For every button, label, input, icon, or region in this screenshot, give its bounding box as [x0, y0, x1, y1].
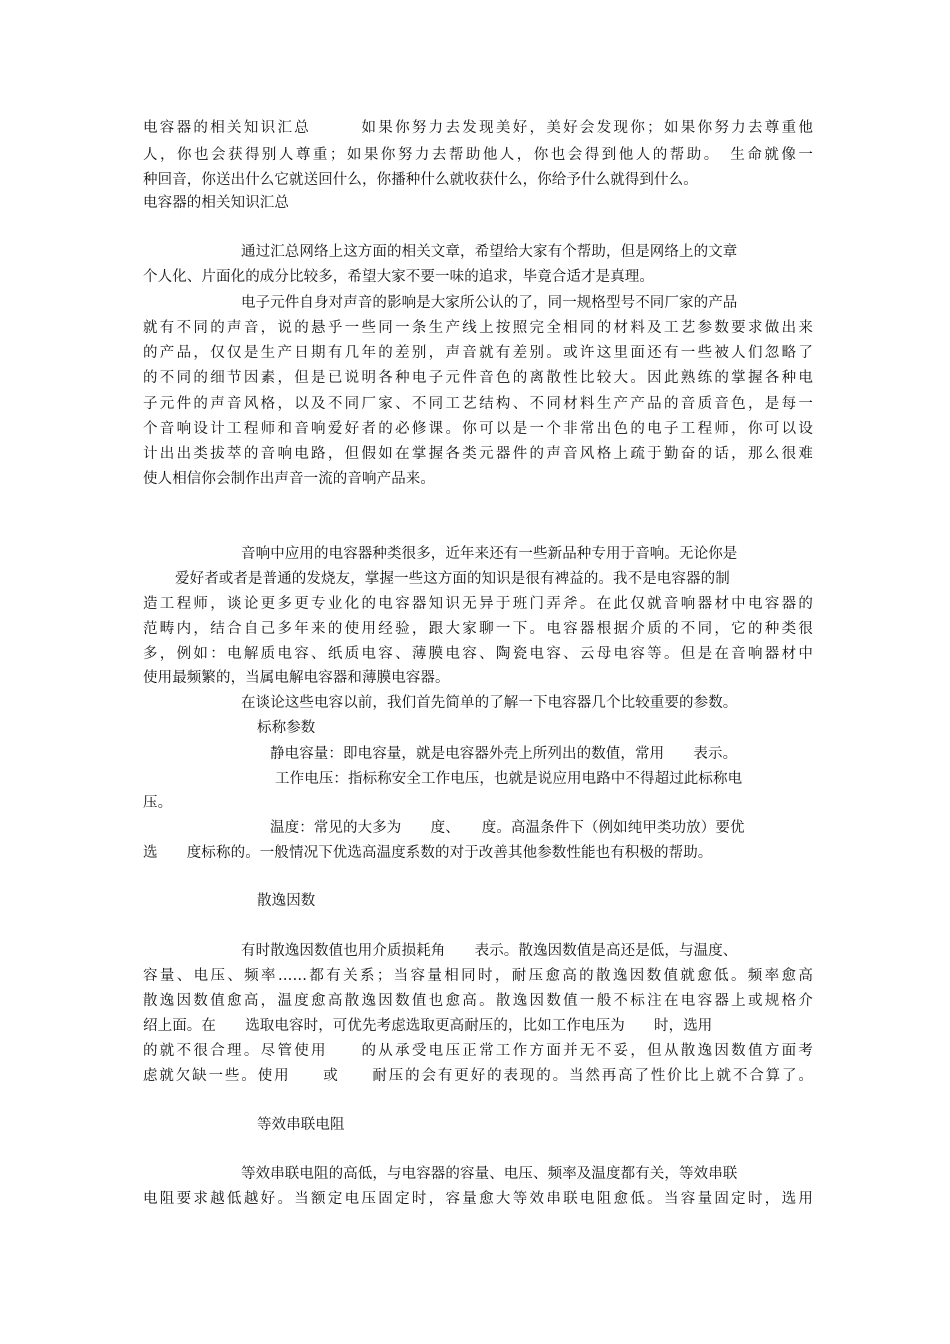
section-title: 电容器的相关知识汇总 — [143, 195, 289, 211]
text-line: 电阻要求越低越好。当额定电压固定时，容量愈大等效串联电阻愈低。当容量固定时，选用 — [143, 1191, 813, 1207]
text-line: 通过汇总网络上这方面的相关文章，希望给大家有个帮助，但是网络上的文章 — [241, 244, 738, 260]
text-line: 个人化、片面化的成分比较多，希望大家不要一味的追求，毕竟合适才是真理。 — [143, 269, 654, 285]
text-line: 有时散逸因数值也用介质损耗角 表示。散逸因数值是高还是低，与温度、 — [241, 943, 738, 959]
text-line: 电容器的相关知识汇总 如果你努力去发现美好，美好会发现你；如果你努力去尊重他 — [143, 120, 813, 136]
text-line: 在谈论这些电容以前，我们首先简单的了解一下电容器几个比较重要的参数。 — [241, 695, 738, 711]
text-line: 温度：常见的大多为 度、 度。高温条件下（例如纯甲类功放）要优 — [270, 820, 745, 836]
text-line: 选 度标称的。一般情况下优选高温度系数的对于改善其他参数性能也有积极的帮助。 — [143, 845, 713, 861]
text-line: 的产品，仅仅是生产日期有几年的差别，声音就有差别。或许这里面还有一些被人们忽略了 — [143, 345, 813, 361]
text-line: 子元件的声音风格，以及不同厂家、不同工艺结构、不同材料生产产品的音质音色，是每一 — [143, 396, 813, 412]
text-line: 计出出类拔萃的音响电路，但假如在掌握各类元器件的声音风格上疏于勤奋的话，那么很难 — [143, 446, 813, 462]
text-line: 爱好者或者是普通的发烧友，掌握一些这方面的知识是很有裨益的。我不是电容器的制 — [175, 571, 730, 587]
text-line: 范畴内，结合自己多年来的使用经验，跟大家聊一下。电容器根据介质的不同，它的种类很 — [143, 621, 813, 637]
subheading: 标称参数 — [257, 720, 316, 736]
text-line: 静电容量：即电容量，就是电容器外壳上所列出的数值，常用 表示。 — [270, 746, 738, 762]
text-line: 个音响设计工程师和音响爱好者的必修课。你可以是一个非常出色的电子工程师，你可以设 — [143, 421, 813, 437]
text-line: 使用最频繁的，当属电解电容器和薄膜电容器。 — [143, 670, 450, 686]
text-line: 造工程师，谈论更多更专业化的电容器知识无异于班门弄斧。在此仅就音响器材中电容器的 — [143, 596, 813, 612]
text-line: 等效串联电阻的高低，与电容器的容量、电压、频率及温度都有关，等效串联 — [241, 1166, 738, 1182]
text-line: 人，你也会获得别人尊重；如果你努力去帮助他人，你也会得到他人的帮助。 生命就像一 — [143, 147, 813, 163]
text-line: 散逸因数值愈高，温度愈高散逸因数值也愈高。散逸因数值一般不标注在电容器上或规格介 — [143, 993, 813, 1009]
text-line: 就有不同的声音，说的悬乎一些同一条生产线上按照完全相同的材料及工艺参数要求做出来 — [143, 320, 813, 336]
text-line: 音响中应用的电容器种类很多，近年来还有一些新品种专用于音响。无论你是 — [241, 546, 738, 562]
text-line: 虑就欠缺一些。使用 或 耐压的会有更好的表现的。当然再高了性价比上就不合算了。 — [143, 1068, 813, 1084]
text-line: 电子元件自身对声音的影响是大家所公认的了，同一规格型号不同厂家的产品 — [241, 295, 738, 311]
text-line: 压。 — [143, 795, 173, 811]
text-line: 的不同的细节因素，但是已说明各种电子元件音色的离散性比较大。因此熟练的掌握各种电 — [143, 370, 813, 386]
text-line: 绍上面。在 选取电容时，可优先考虑选取更高耐压的，比如工作电压为 时，选用 — [143, 1018, 713, 1034]
text-line: 多，例如：电解质电容、纸质电容、薄膜电容、陶瓷电容、云母电容等。但是在音响器材中 — [143, 646, 813, 662]
subheading: 散逸因数 — [257, 893, 316, 909]
text-line: 种回音，你送出什么它就送回什么，你播种什么就收获什么，你给予什么就得到什么。 — [143, 172, 698, 188]
text-line: 使人相信你会制作出声音一流的音响产品来。 — [143, 471, 435, 487]
text-line: 容量、电压、频率……都有关系；当容量相同时，耐压愈高的散逸因数值就愈低。频率愈高 — [143, 968, 813, 984]
text-line: 的就不很合理。尽管使用 的从承受电压正常工作方面并无不妥，但从散逸因数值方面考 — [143, 1043, 813, 1059]
subheading: 等效串联电阻 — [257, 1117, 345, 1133]
text-line: 工作电压：指标称安全工作电压，也就是说应用电路中不得超过此标称电 — [275, 771, 743, 787]
